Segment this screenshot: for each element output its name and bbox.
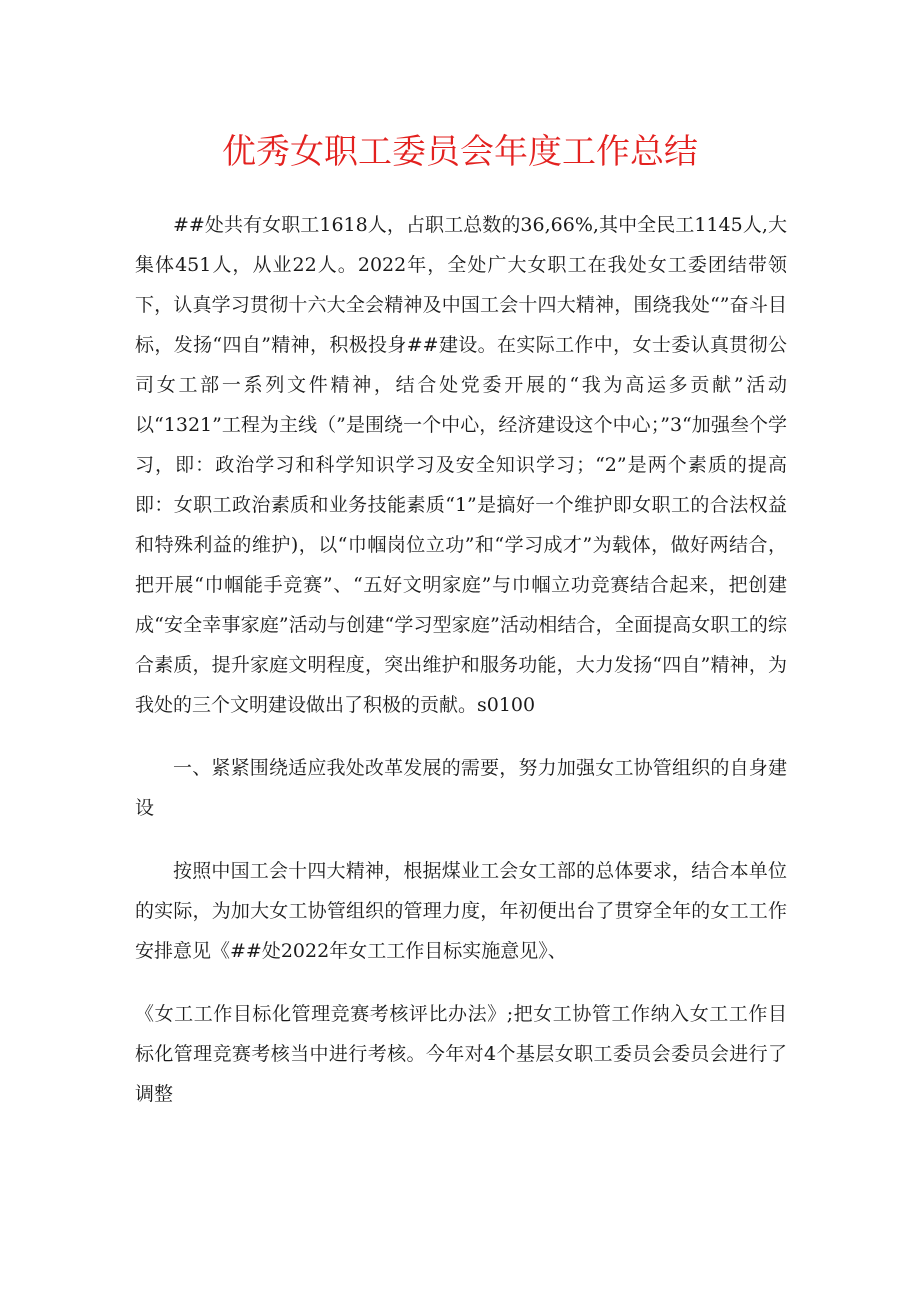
document-body: [135, 205, 787, 1114]
paragraph-section-1: 按照中国工会十四大精神，根据煤业工会女工部的总体要求，结合本单位的实际，为加大女工协管组织的管理力度，年初便出台了贯穿全年的女工工作安排意见《##处2022年女工工作目标实施意见》、: [135, 860, 787, 962]
document-title: 优秀女职工委员会年度工作总结: [222, 132, 698, 172]
paragraph-section-1-cont: 《女工工作目标化管理竞赛考核评比办法》;把女工协管工作纳入女工工作目标化管理竞赛考核当中进行考核。今年对4个基层女职工委员会委员会进行了调整: [135, 1003, 787, 1105]
paragraph-intro: ##处共有女职工1618人，占职工总数的36,66%,其中全民工1145人,大集体451人，从业22人。2022年，全处广大女职工在我处女工委团结带领下，认真学习贯彻十六大全会精神及中国工会十四大精神，围绕我处“”奋斗目标，发扬“四自”精神，积极投身##建设。在实际工作中，女士委认真贯彻公司女工部一系列文件精神，结合处党委开展的“我为高运多贡献”活动以“1321”工程为主线（”是围绕一个中心，经济建设这个中心；”3“加强叁个学习，即：政治学习和科学知识学习及安全知识学习；“2”是两个素质的提高即：女职工政治素质和业务技能素质“1”是搞好一个维护即女职工的合法权益和特殊利益的维护)，以“巾帼岗位立功”和“学习成才”为载体，做好两结合，把开展“巾帼能手竞赛”、“五好文明家庭”与巾帼立功竞赛结合起来，把创建成“安全幸事家庭”活动与创建“学习型家庭”活动相结合，全面提高女职工的综合素质，提升家庭文明程度，突出维护和服务功能，大力发扬“四自”精神，为我处的三个文明建设做出了积极的贡献。s0100: [135, 214, 787, 716]
section-heading-1: 一、紧紧围绕适应我处改革发展的需要，努力加强女工协管组织的自身建设: [135, 757, 787, 819]
